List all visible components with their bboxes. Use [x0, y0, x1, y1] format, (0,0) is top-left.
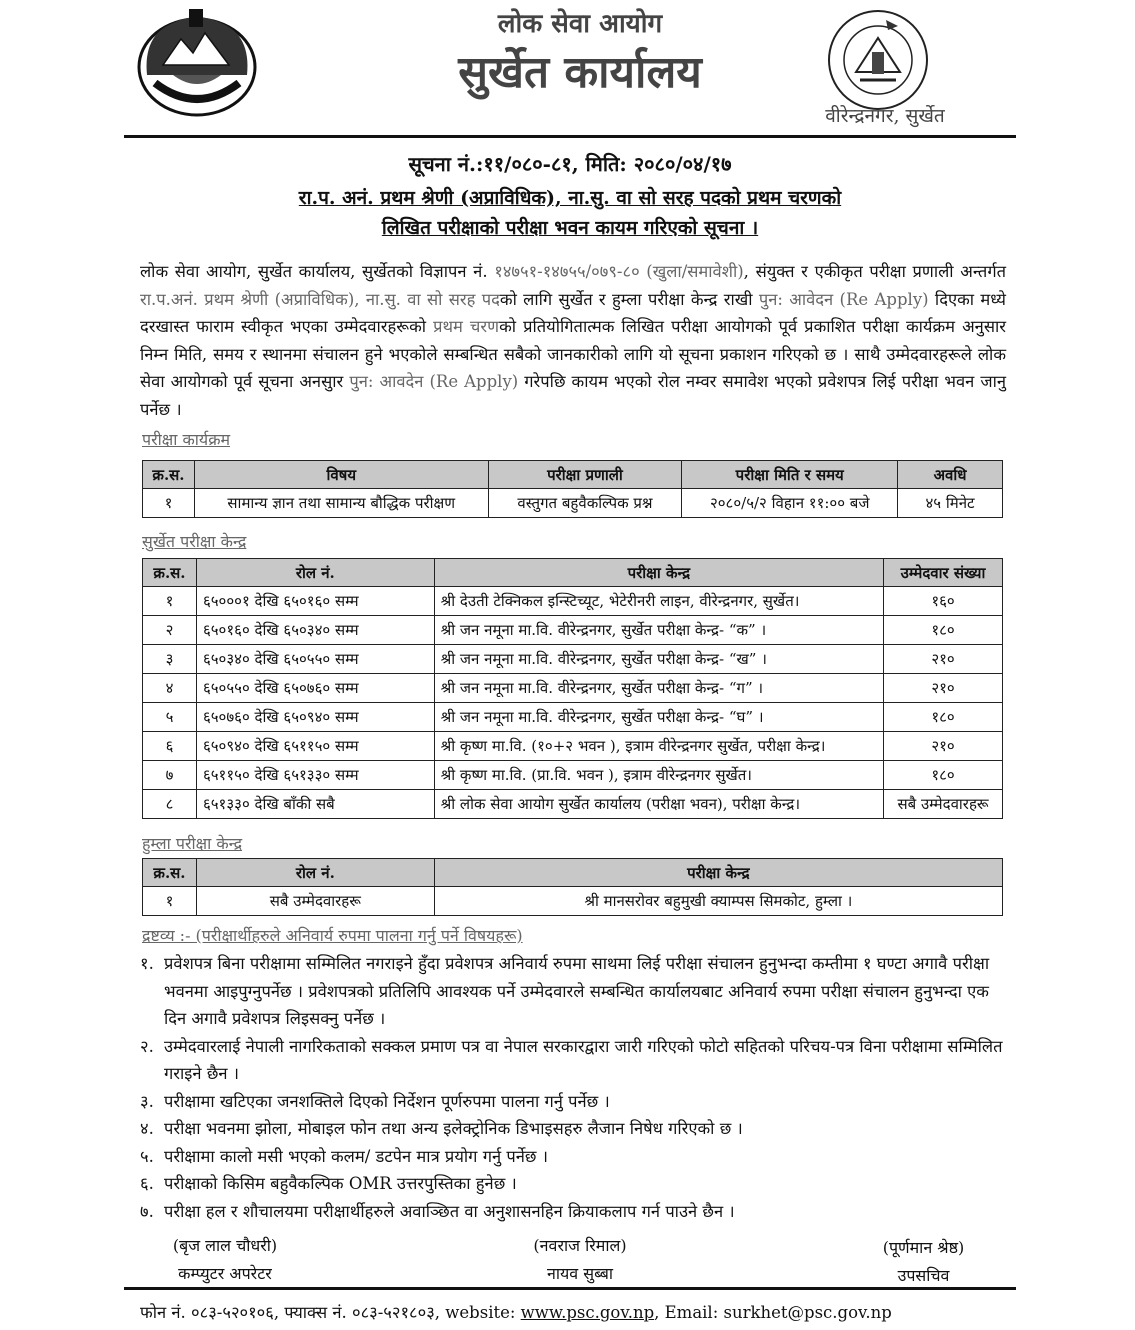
- table-row: [143, 703, 1003, 732]
- surkhet-cell: ६५११५० देखि ६५१३३० सम्म: [196, 761, 434, 790]
- schedule-header: विषय: [194, 461, 488, 489]
- surkhet-header: क्र.स.: [143, 559, 197, 587]
- notice-title-line1: रा.प. अनं. प्रथम श्रेणी (अप्राविधिक), ना.सु. वा सो सरह पदको प्रथम चरणको: [298, 187, 842, 209]
- note-item: [140, 1115, 1006, 1143]
- surkhet-cell: ६५०३४० देखि ६५०५५० सम्म: [196, 645, 434, 674]
- surkhet-cell: ६५१३३० देखि बाँकी सबै: [196, 790, 434, 819]
- surkhet-cell: ६५०५५० देखि ६५०७६० सम्म: [196, 674, 434, 703]
- surkhet-cell: १६०: [884, 587, 1003, 616]
- signature-3-title: उपसचिव: [897, 1266, 950, 1285]
- note-text: परीक्षाको किसिम बहुवैकल्पिक OMR उत्तरपुस्तिका हुनेछ ।: [164, 1174, 517, 1193]
- humla-header: परीक्षा केन्द्र: [434, 859, 1002, 887]
- note-number: ७.: [140, 1201, 154, 1221]
- schedule-cell: ४५ मिनेट: [898, 489, 1003, 518]
- note-item: [140, 1088, 1006, 1116]
- website-link[interactable]: www.psc.gov.np: [520, 1303, 655, 1322]
- table-row: [143, 761, 1003, 790]
- footer-divider: [124, 1287, 1016, 1290]
- notice-title-line2: लिखित परीक्षाको परीक्षा भवन कायम गरिएको सूचना ।: [381, 217, 759, 239]
- table-row: [143, 645, 1003, 674]
- note-number: १.: [140, 954, 154, 973]
- surkhet-cell: श्री लोक सेवा आयोग सुर्खेत कार्यालय (परीक्षा भवन), परीक्षा केन्द्र।: [434, 790, 883, 819]
- humla-center-table: [142, 858, 1003, 916]
- humla-cell: सबै उम्मेदवारहरू: [196, 887, 434, 916]
- surkhet-cell: ६५०७६० देखि ६५०९४० सम्म: [196, 703, 434, 732]
- signature-3: [836, 1234, 1011, 1290]
- surkhet-cell: १८०: [884, 616, 1003, 645]
- signature-3-name: (पूर्णमान श्रेष्ठ): [882, 1238, 965, 1257]
- humla-header: क्र.स.: [143, 859, 197, 887]
- notes-heading: द्रष्टव्य :- (परीक्षार्थीहरुले अनिवार्य रुपमा पालना गर्नु पर्ने विषयहरू): [142, 926, 523, 945]
- surkhet-cell: २१०: [884, 674, 1003, 703]
- schedule-heading: परीक्षा कार्यक्रम: [142, 430, 231, 449]
- intro-paragraph: लोक सेवा आयोग, सुर्खेत कार्यालय, सुर्खेतको विज्ञापन नं. १४७५१-१४७५५/०७९-८० (खुला/समावेशी), संयुक्त र एकीकृत परीक्षा प्रणाली अन्तर्गत रा.प.अनं. प्रथम श्रेणी (अप्राविधिक), ना.सु. वा सो सरह पदको लागि सुर्खेत र हुम्ला परीक्षा केन्द्र राखी पुन: आवेदन (Re Apply) दिएका मध्ये दरखास्त फाराम स्वीकृत भएका उम्मेदवारहरूको प्रथम चरणको प्रतियोगितात्मक लिखित परीक्षा आयोगको पूर्व प्रकाशित परीक्षा कार्यक्रम अनुसार निम्न मिति, समय र स्थानमा संचालन हुने भएकोले सम्बन्धित सबैको जानकारीको लागि यो सूचना प्रकाशन गरिएको छ । साथै उम्मेदवारहरूले लोक सेवा आयोगको पूर्व सूचना अनसुार पुन: आवदेन (Re Apply) गरेपछि कायम भएको रोल नम्वर समावेश भएको प्रवेशपत्र लिई परीक्षा भवन जानु पर्नेछ ।: [140, 262, 1007, 419]
- psc-seal-icon: [826, 8, 930, 112]
- schedule-header: क्र.स.: [143, 461, 195, 489]
- note-number: ४.: [140, 1119, 154, 1138]
- footer-contact: फोन नं. ०८३-५२०१०६, फ्याक्स नं. ०८३-५२१८०३, website: www.psc.gov.np, Email: surkhet@psc.gov.np: [140, 1303, 892, 1322]
- table-row: [143, 732, 1003, 761]
- surkhet-cell: ६५०९४० देखि ६५११५० सम्म: [196, 732, 434, 761]
- surkhet-cell: ८: [143, 790, 197, 819]
- humla-header: रोल नं.: [196, 859, 434, 887]
- notes-list: [140, 950, 1006, 1225]
- surkhet-cell: २१०: [884, 645, 1003, 674]
- surkhet-cell: ३: [143, 645, 197, 674]
- surkhet-cell: ६: [143, 732, 197, 761]
- signature-1: [140, 1232, 310, 1288]
- surkhet-cell: १८०: [884, 703, 1003, 732]
- office-name: सुर्खेत कार्यालय: [458, 47, 702, 98]
- surkhet-cell: श्री कृष्ण मा.वि. (प्रा.वि. भवन ), इत्राम वीरेन्द्रनगर सुर्खेत।: [434, 761, 883, 790]
- note-number: ६.: [140, 1174, 154, 1193]
- surkhet-cell: श्री जन नमूना मा.वि. वीरेन्द्रनगर, सुर्खेत परीक्षा केन्द्र- “ख” ।: [434, 645, 883, 674]
- surkhet-cell: सबै उम्मेदवारहरू: [884, 790, 1003, 819]
- surkhet-cell: श्री कृष्ण मा.वि. (१०+२ भवन ), इत्राम वीरेन्द्रनगर सुर्खेत, परीक्षा केन्द्र।: [434, 732, 883, 761]
- table-row: [143, 674, 1003, 703]
- surkhet-cell: २: [143, 616, 197, 645]
- surkhet-cell: १८०: [884, 761, 1003, 790]
- table-row: [143, 587, 1003, 616]
- surkhet-cell: २१०: [884, 732, 1003, 761]
- note-text: उम्मेदवारलाई नेपाली नागरिकताको सक्कल प्रमाण पत्र वा नेपाल सरकारद्वारा जारी गरिएको फोटो सहितको परिचय-पत्र विना परीक्षामा सम्मिलित गराइने छैन ।: [164, 1036, 1003, 1083]
- signature-2-title: नायव सुब्बा: [546, 1264, 613, 1283]
- signature-1-name: (बृज लाल चौधरी): [172, 1236, 278, 1255]
- note-item: [140, 1143, 1006, 1171]
- surkhet-cell: श्री जन नमूना मा.वि. वीरेन्द्रनगर, सुर्खेत परीक्षा केन्द्र- “क” ।: [434, 616, 883, 645]
- header-divider: [124, 135, 1016, 138]
- schedule-cell: सामान्य ज्ञान तथा सामान्य बौद्धिक परीक्षण: [194, 489, 488, 518]
- table-row: [143, 616, 1003, 645]
- schedule-header: परीक्षा प्रणाली: [488, 461, 682, 489]
- humla-center-heading: हुम्ला परीक्षा केन्द्र: [142, 834, 243, 853]
- humla-cell: १: [143, 887, 197, 916]
- office-location: वीरेन्द्रनगर, सुर्खेत: [825, 105, 945, 127]
- surkhet-header: परीक्षा केन्द्र: [434, 559, 883, 587]
- signature-1-title: कम्प्युटर अपरेटर: [178, 1264, 272, 1283]
- note-number: २.: [140, 1036, 154, 1056]
- note-text: परीक्षा हल र शौचालयमा परीक्षार्थीहरुले अवाञ्छित वा अनुशासनहिन क्रियाकलाप गर्न पाउने छैन ।: [164, 1201, 735, 1221]
- schedule-cell: १: [143, 489, 195, 518]
- table-row: [143, 887, 1003, 916]
- note-item: [140, 1170, 1006, 1198]
- surkhet-center-table: [142, 558, 1003, 819]
- signature-2-name: (नवराज रिमाल): [533, 1236, 627, 1255]
- humla-cell: श्री मानसरोवर बहुमुखी क्याम्पस सिमकोट, हुम्ला ।: [434, 887, 1002, 916]
- surkhet-cell: ६५०१६० देखि ६५०३४० सम्म: [196, 616, 434, 645]
- signature-2: [495, 1232, 665, 1288]
- table-row: [143, 489, 1003, 518]
- note-item: [140, 950, 1006, 1033]
- note-text: परीक्षा भवनमा झोला, मोबाइल फोन तथा अन्य इलेक्ट्रोनिक डिभाइसहरु लैजान निषेध गरिएको छ ।: [164, 1119, 743, 1138]
- schedule-cell: २०८०/५/२ विहान ११:०० बजे: [682, 489, 898, 518]
- surkhet-cell: श्री जन नमूना मा.वि. वीरेन्द्रनगर, सुर्खेत परीक्षा केन्द्र- “ग” ।: [434, 674, 883, 703]
- surkhet-cell: ४: [143, 674, 197, 703]
- schedule-header: अवधि: [898, 461, 1003, 489]
- surkhet-cell: श्री देउती टेक्निकल इन्स्टिच्यूट, भेटेरीनरी लाइन, वीरेन्द्रनगर, सुर्खेत।: [434, 587, 883, 616]
- note-item: [140, 1033, 1006, 1088]
- note-number: ३.: [140, 1091, 154, 1111]
- note-text: परीक्षामा कालो मसी भएको कलम/ डटपेन मात्र प्रयोग गर्नु पर्नेछ ।: [164, 1146, 548, 1166]
- schedule-header: परीक्षा मिति र समय: [682, 461, 898, 489]
- note-text: प्रवेशपत्र बिना परीक्षामा सम्मिलित नगराइने हुँदा प्रवेशपत्र अनिवार्य रुपमा साथमा लिई परीक्षा संचालन हुनुभन्दा कम्तीमा १ घण्टा अगावै परीक्षा भवनमा आइपुग्नुपर्नेछ । प्रवेशपत्रको प्रतिलिपि आवश्यक पर्ने उम्मेदवारले सम्बन्धित कार्यालयबाट अनिवार्य रुपमा परीक्षा संचालन हुनुभन्दा एक दिन अगावै प्रवेशपत्र लिइसक्नु पर्नेछ ।: [164, 954, 990, 1028]
- schedule-table: [142, 460, 1003, 518]
- surkhet-cell: श्री जन नमूना मा.वि. वीरेन्द्रनगर, सुर्खेत परीक्षा केन्द्र- “घ” ।: [434, 703, 883, 732]
- note-item: [140, 1198, 1006, 1226]
- table-row: [143, 790, 1003, 819]
- surkhet-header: उम्मेदवार संख्या: [884, 559, 1003, 587]
- note-text: परीक्षामा खटिएका जनशक्तिले दिएको निर्देशन पूर्णरुपमा पालना गर्नु पर्नेछ ।: [164, 1091, 610, 1111]
- surkhet-header: रोल नं.: [196, 559, 434, 587]
- surkhet-cell: ६५०००१ देखि ६५०१६० सम्म: [196, 587, 434, 616]
- surkhet-cell: ७: [143, 761, 197, 790]
- org-name: लोक सेवा आयोग: [497, 9, 663, 39]
- notice-number: सूचना नं.:११/०८०-८१, मिति: २०८०/०४/१७: [408, 152, 732, 176]
- surkhet-cell: १: [143, 587, 197, 616]
- schedule-cell: वस्तुगत बहुवैकल्पिक प्रश्न: [488, 489, 682, 518]
- nepal-emblem-icon: [133, 5, 261, 121]
- surkhet-center-heading: सुर्खेत परीक्षा केन्द्र: [142, 532, 247, 551]
- note-number: ५.: [140, 1146, 154, 1166]
- surkhet-cell: ५: [143, 703, 197, 732]
